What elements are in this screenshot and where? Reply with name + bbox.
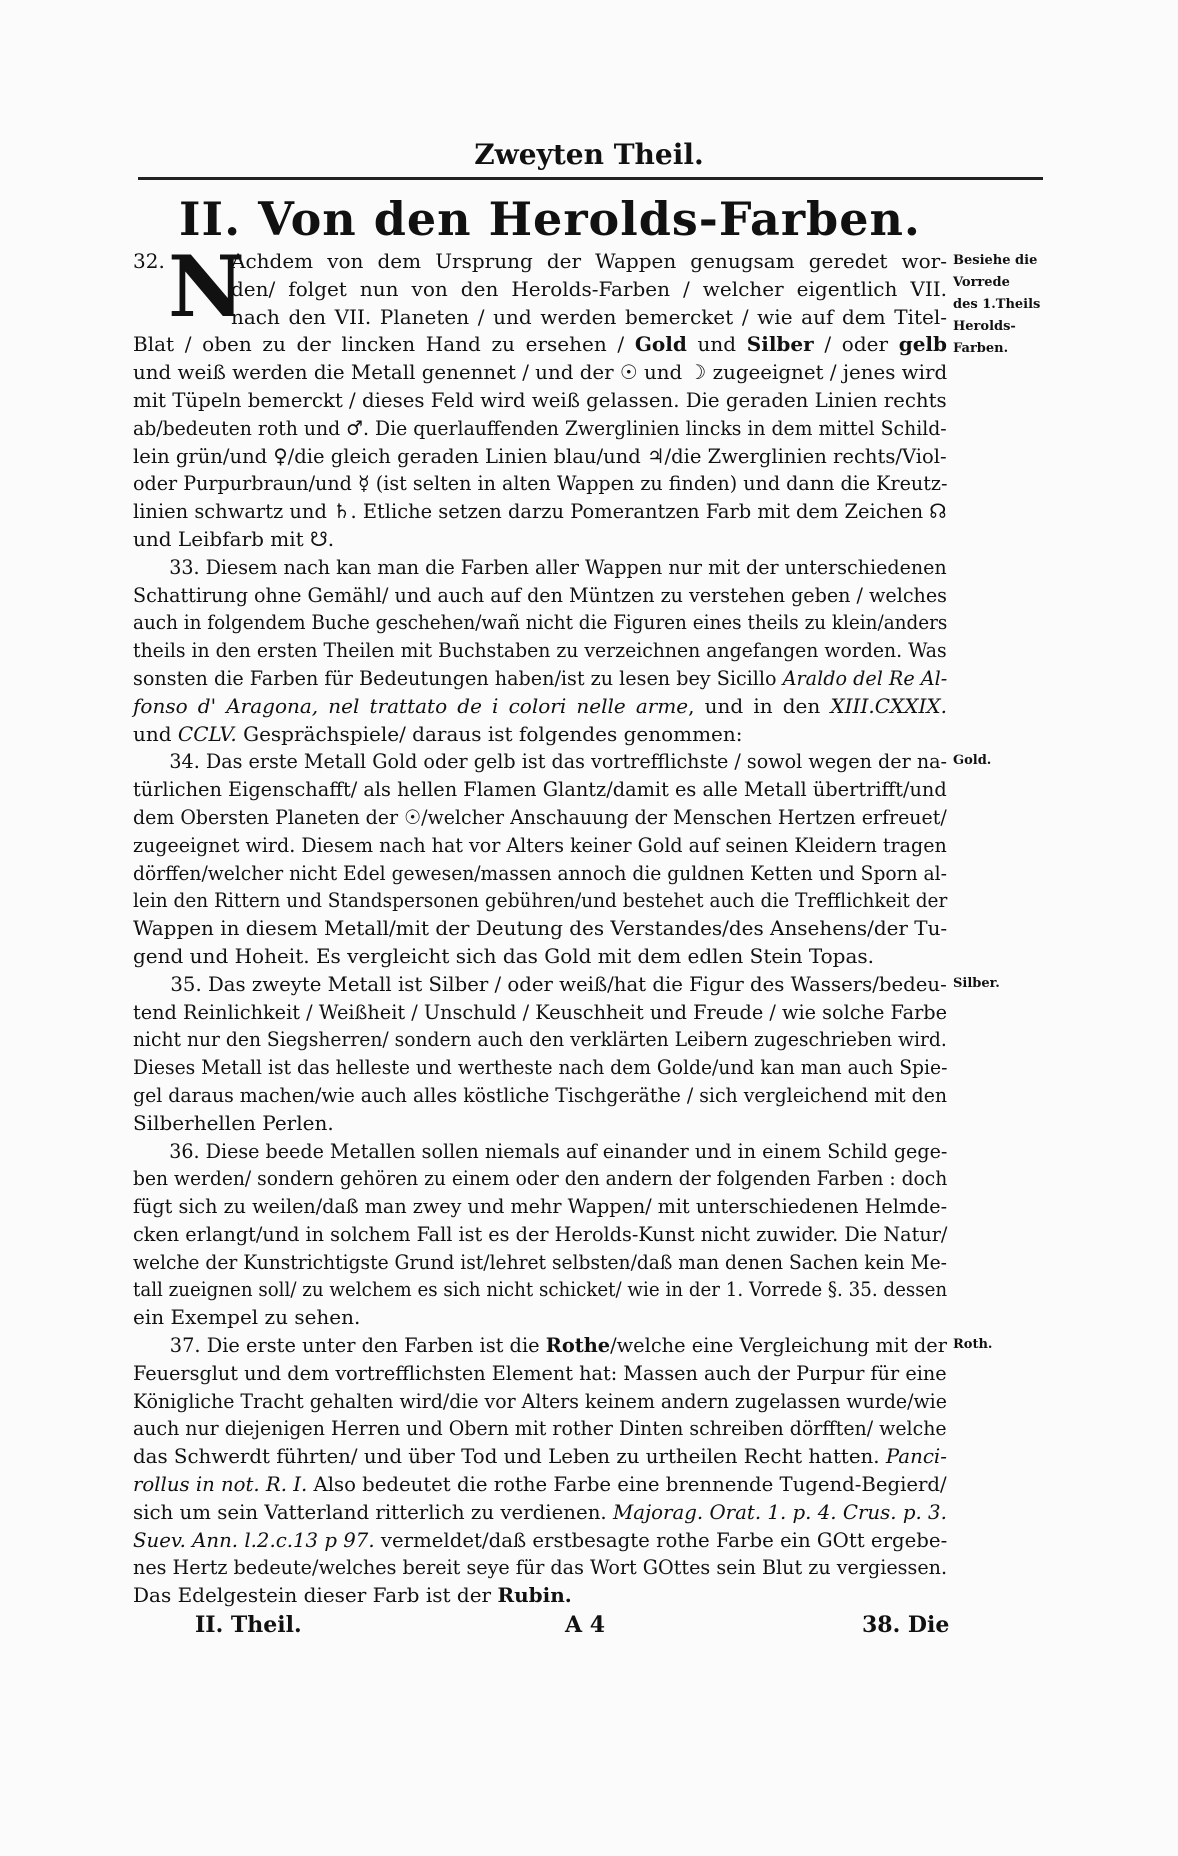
text-segment: nach den VII. Planeten / und werden bemercket / wie auf dem Titel-	[231, 304, 947, 329]
text-segment: ben werden/ sondern gehören zu einem oder den andern der folgenden Farben : doch	[133, 1166, 948, 1191]
text-line	[133, 470, 948, 498]
text-line	[133, 860, 947, 888]
text-line	[133, 1054, 948, 1082]
text-segment: Dieses Metall ist das helleste und wertheste nach dem Golde/und kan man auch Spie-	[133, 1055, 948, 1080]
margin-note-line: Besiehe die	[953, 253, 1038, 268]
margin-note-line: Farben.	[953, 341, 1009, 356]
text-line	[133, 1360, 947, 1388]
text-segment: auch nur diejenigen Herren und Obern mit rother Dinten schreiben dörfften/ welche	[133, 1416, 947, 1441]
text-segment: Achdem von dem Ursprung der Wappen genugsam geredet wor-	[231, 249, 947, 273]
text-segment: Araldo del Re Al-	[782, 665, 948, 690]
text-line	[133, 415, 947, 443]
text-line	[133, 1304, 947, 1332]
text-segment: , und in den	[688, 693, 831, 718]
text-line	[133, 1193, 948, 1221]
margin-note	[953, 750, 991, 772]
text-line	[133, 721, 947, 749]
margin-note-line: Herolds-	[953, 319, 1016, 334]
text-segment: fonso d' Aragona, nel trattato de i colori nelle arme	[133, 693, 689, 718]
text-line	[133, 748, 948, 776]
text-line	[133, 804, 947, 832]
text-line	[133, 776, 947, 804]
text-line	[133, 1276, 948, 1304]
text-segment: Gold	[634, 332, 687, 357]
text-segment: gelb	[898, 332, 947, 357]
text-segment: Königliche Tracht gehalten wird/die vor Alters keinem andern zugelassen wurde/wie	[133, 1388, 947, 1413]
text-segment: den/ folget nun von den Herolds-Farben / welcher eigentlich VII.	[231, 276, 947, 301]
body-text	[133, 237, 948, 1610]
text-segment: Rubin.	[497, 1583, 572, 1608]
text-segment: und	[686, 332, 747, 357]
text-segment: und Leibfarb mit ☋.	[133, 526, 335, 551]
text-segment: nes Hertz bedeute/welches bereit seye für das Wort GOttes sein Blut zu vergiessen.	[133, 1555, 948, 1580]
text-segment: Schattirung ohne Gemähl/ und auch auf den Müntzen zu verstehen geben / welches	[133, 582, 947, 607]
text-line	[133, 331, 947, 359]
text-line	[133, 887, 948, 915]
text-line	[133, 999, 948, 1027]
margin-note	[953, 1334, 992, 1356]
text-line	[133, 943, 947, 971]
text-line	[133, 1026, 947, 1054]
text-segment: sonsten die Farben für Bedeutungen haben/ist zu lesen bey Sicillo	[133, 665, 783, 690]
text-line	[133, 1082, 948, 1110]
text-segment: Silber	[746, 332, 814, 357]
text-segment: rollus in not. R. I.	[133, 1472, 308, 1497]
text-line	[133, 526, 947, 554]
text-segment: Silberhellen Perlen.	[133, 1110, 334, 1135]
header-rule	[138, 177, 1043, 180]
text-line	[133, 582, 947, 610]
text-line	[133, 1499, 947, 1527]
text-segment: Majorag. Orat. 1. p. 4. Crus. p. 3.	[612, 1499, 947, 1524]
margin-note-line: Gold.	[953, 753, 992, 769]
text-segment: gend und Hoheit. Es vergleicht sich das Gold mit dem edlen Stein Topas.	[133, 943, 875, 968]
text-line	[133, 498, 947, 526]
text-segment: dörffen/welcher nicht Edel gewesen/massen annoch die guldnen Ketten und Sporn al-	[133, 860, 947, 885]
text-line	[133, 359, 948, 387]
paragraph-number: 32.	[133, 249, 165, 273]
text-segment: tend Reinlichkeit / Weißheit / Unschuld / Keuschheit und Freude / wie solche Farbe	[133, 999, 948, 1024]
text-segment: 36. Diese beede Metallen sollen niemals auf einander und in einem Schild gege-	[169, 1138, 948, 1163]
text-line	[133, 665, 948, 693]
text-segment: Also bedeutet die rothe Farbe eine brennende Tugend-Begierd/	[307, 1472, 947, 1497]
text-line	[133, 1582, 947, 1610]
text-line	[133, 1221, 948, 1249]
text-segment: 37. Die erste unter den Farben ist die	[169, 1333, 546, 1358]
text-segment: und weiß werden die Metall genennet / und der ☉ und ☽ zugeeignet / jenes wird	[133, 360, 948, 385]
text-segment: welche der Kunstrichtigste Grund ist/lehret selbsten/daß man denen Sachen kein Me-	[133, 1249, 947, 1274]
text-segment: XIII.CXXIX.	[830, 693, 947, 718]
text-segment: vermeldet/daß erstbesagte rothe Farbe ein GOtt ergebe-	[374, 1527, 948, 1552]
text-line	[133, 1138, 948, 1166]
text-line	[133, 1165, 948, 1193]
text-line	[133, 387, 947, 415]
margin-note-line: Silber.	[953, 975, 1000, 991]
text-segment: CCLV.	[177, 721, 237, 746]
text-line	[133, 609, 948, 637]
text-segment: nicht nur den Siegsherren/ sondern auch den verklärten Leibern zugeschrieben wird.	[133, 1027, 947, 1052]
text-line	[133, 693, 947, 721]
text-segment: cken erlangt/und in solchem Fall ist es der Herolds-Kunst nicht zuwider. Die Natur/	[133, 1221, 948, 1246]
text-segment: 34. Das erste Metall Gold oder gelb ist das vortrefflichste / sowol wegen der na-	[169, 749, 948, 774]
margin-note	[953, 973, 1000, 995]
signature-mark: A 4	[565, 1612, 606, 1638]
text-segment: / oder	[813, 332, 899, 357]
text-line	[133, 637, 947, 665]
text-segment: tall zueignen soll/ zu welchem es sich nicht schicket/ wie in der 1. Vorrede §. 35. dessen	[133, 1277, 948, 1302]
text-segment: Rothe	[545, 1333, 611, 1358]
text-segment: 35. Das zweyte Metall ist Silber / oder weiß/hat die Figur des Wassers/bedeu-	[170, 971, 947, 996]
text-segment: Gesprächspiele/ daraus ist folgendes genommen:	[236, 721, 743, 746]
text-line	[133, 1527, 948, 1555]
text-line	[133, 1415, 947, 1443]
text-line	[133, 971, 947, 999]
text-line	[133, 248, 947, 276]
text-line	[133, 1249, 947, 1277]
text-line	[133, 276, 947, 304]
text-segment: Das Edelgestein dieser Farb ist der	[133, 1583, 498, 1608]
text-segment: theils in den ersten Theilen mit Buchstaben zu verzeichnen angefangen worden. Was	[133, 638, 947, 663]
footer-part-label: II. Theil.	[195, 1612, 302, 1638]
text-segment: Feuersglut und dem vortrefflichsten Element hat: Massen auch der Purpur für eine	[133, 1360, 947, 1385]
text-segment: oder Purpurbraun/und ☿ (ist selten in alten Wappen zu finden) und dann die Kreutz-	[133, 471, 948, 496]
text-segment: und	[133, 721, 178, 746]
text-line	[133, 443, 947, 471]
text-segment: mit Tüpeln bemerckt / dieses Feld wird weiß gelassen. Die geraden Linien rechts	[133, 387, 947, 412]
text-line	[133, 1443, 947, 1471]
text-segment: /welche eine Vergleichung mit der	[610, 1333, 947, 1358]
text-segment: linien schwartz und ♄. Etliche setzen darzu Pomerantzen Farb mit dem Zeichen ☊	[133, 499, 947, 524]
text-segment: das Schwerdt führten/ und über Tod und Leben zu urtheilen Recht hatten.	[133, 1444, 886, 1469]
text-segment: sich um sein Vatterland ritterlich zu verdienen.	[133, 1499, 613, 1524]
text-segment: lein den Rittern und Standspersonen gebühren/und bestehet auch die Trefflichkeit der	[133, 888, 948, 913]
drop-cap: N	[168, 237, 245, 336]
text-segment: Panci-	[885, 1444, 947, 1469]
text-segment: auch in folgendem Buche geschehen/wañ nicht die Figuren eines theils zu klein/anders	[133, 610, 948, 635]
text-line	[133, 1332, 947, 1360]
text-line	[133, 1471, 947, 1499]
text-segment: Wappen in diesem Metall/mit der Deutung des Verstandes/des Ansehens/der Tu-	[133, 916, 948, 941]
text-segment: zugeeignet wird. Diesem nach hat vor Alters keiner Gold auf seinen Kleidern tragen	[133, 832, 947, 857]
text-line	[133, 554, 947, 582]
text-segment: fügt sich zu weilen/daß man zwey und mehr Wappen/ mit unterschiedenen Helmde-	[133, 1194, 948, 1219]
text-segment: türlichen Eigenschafft/ als hellen Flamen Glantz/damit es alle Metall übertrifft/und	[133, 777, 947, 802]
catchword: 38. Die	[862, 1612, 950, 1638]
margin-note-line: des 1.Theils	[953, 297, 1041, 312]
text-segment: Blat / oben zu der lincken Hand zu ersehen /	[133, 332, 635, 357]
text-segment: 33. Diesem nach kan man die Farben aller Wappen nur mit der unterschiedenen	[169, 554, 947, 579]
text-segment: Suev. Ann. l.2.c.13 p 97.	[133, 1527, 375, 1552]
text-segment: ab/bedeuten roth und ♂. Die querlauffenden Zwerglinien lincks in dem mittel Schild-	[133, 415, 947, 440]
margin-note-line: Roth.	[953, 1337, 993, 1353]
margin-note-line: Vorrede	[953, 275, 1010, 290]
chapter-title: II. Von den Herolds-Farben.	[179, 192, 921, 246]
text-segment: gel daraus machen/wie auch alles köstliche Tischgeräthe / sich vergleichend mit den	[133, 1082, 948, 1107]
text-line	[133, 915, 948, 943]
text-segment: ein Exempel zu sehen.	[133, 1305, 361, 1330]
text-segment: lein grün/und ♀/die gleich geraden Linien blau/und ♃/die Zwerglinien rechts/Viol-	[133, 443, 947, 468]
text-line	[133, 832, 947, 860]
text-segment: dem Obersten Planeten der ☉/welcher Anschauung der Menschen Hertzen erfreuet/	[133, 804, 947, 829]
text-line	[133, 1110, 947, 1138]
margin-note	[953, 250, 1040, 360]
running-head: Zweyten Theil.	[474, 138, 704, 171]
text-line	[133, 1554, 948, 1582]
text-line	[133, 304, 947, 332]
text-line	[133, 1388, 947, 1416]
